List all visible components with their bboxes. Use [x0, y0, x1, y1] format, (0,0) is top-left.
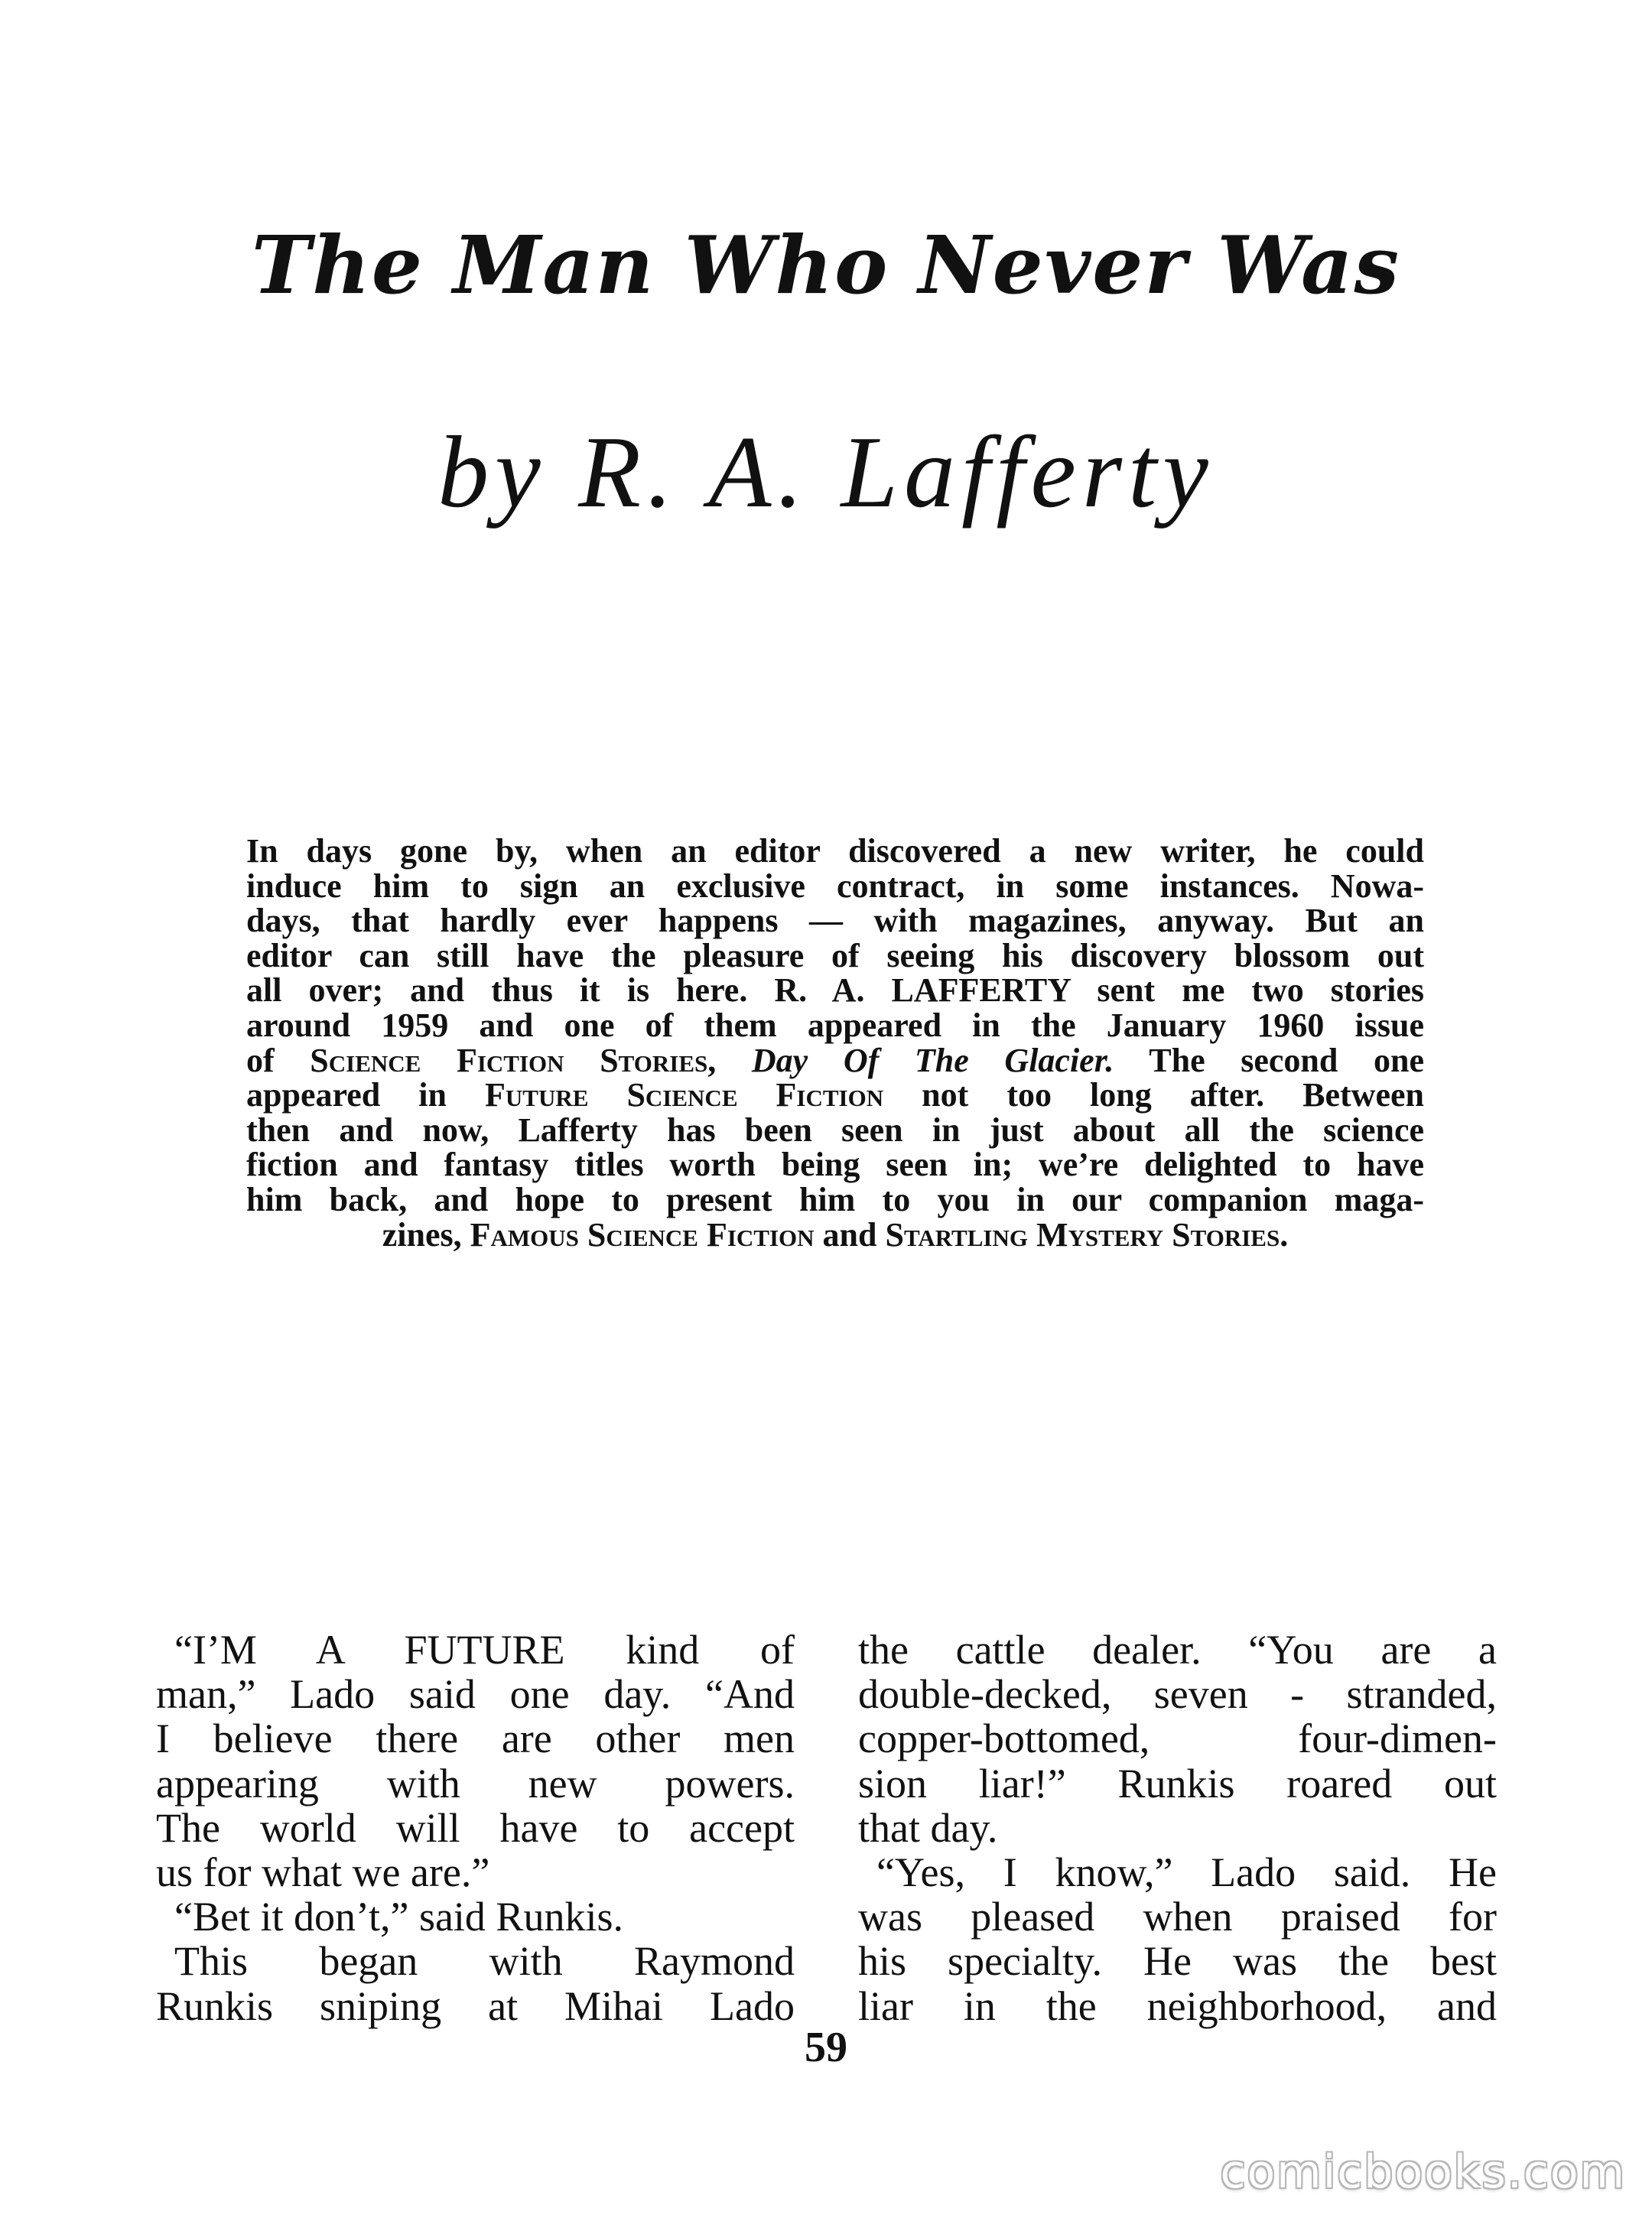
intro-line: of Science Fiction Stories, Day Of The Glacier. The second one: [246, 1041, 1425, 1079]
intro-line: fiction and fantasy titles worth being seen in; we’re delighted to have: [246, 1146, 1424, 1184]
magazine-title: Famous Science Fiction: [470, 1215, 815, 1254]
text-line: Runkis sniping at Mihai Lado: [156, 1982, 795, 2029]
text-line: his specialty. He was the best: [858, 1938, 1497, 1985]
text-line: man,” Lado said one day. “And: [156, 1671, 795, 1718]
text-line: us for what we are.”: [156, 1849, 490, 1895]
intro-line: all over; and thus it is here. R. A. LAFFERTY sent me two stories: [246, 971, 1424, 1010]
text-line: was pleased when praised for: [858, 1894, 1497, 1940]
intro-line: around 1959 and one of them appeared in the January 1960 issue: [246, 1006, 1424, 1044]
text-line: copper-bottomed, four-dimen-: [858, 1716, 1497, 1762]
text-line: “Bet it don’t,” said Runkis.: [174, 1894, 623, 1940]
intro-line: editor can still have the pleasure of seeing his discovery blossom out: [246, 936, 1424, 974]
story-column-right: [858, 1628, 1497, 2028]
magazine-title: Future Science Fiction: [485, 1076, 884, 1114]
text-line: sion liar!” Runkis roared out: [858, 1760, 1497, 1807]
text-line: The world will have to accept: [156, 1804, 795, 1851]
text-line: This began with Raymond: [174, 1938, 795, 1985]
story-reference: Day Of The Glacier.: [751, 1041, 1114, 1079]
intro-line: zines, Famous Science Fiction and Startling Mystery Stories.: [382, 1215, 1289, 1254]
story-title: The Man Who Never Was: [251, 218, 1401, 312]
intro-line: days, that hardly ever happens — with magazines, anyway. But an: [246, 902, 1424, 940]
text-line: “I’M A FUTURE kind of: [174, 1627, 795, 1673]
editor-introduction: [246, 834, 1424, 1252]
text-line: liar in the neighborhood, and: [858, 1982, 1497, 2029]
magazine-title: Science Fiction Stories: [310, 1041, 708, 1079]
text-line: that day.: [858, 1804, 998, 1851]
intro-line: him back, and hope to present him to you in our companion maga-: [246, 1180, 1424, 1218]
magazine-title: Startling Mystery Stories: [885, 1215, 1280, 1254]
page-number: 59: [805, 2024, 847, 2071]
site-watermark: comicbooks.com: [1220, 2145, 1626, 2199]
author-byline: by R. A. Lafferty: [437, 415, 1215, 528]
intro-line: appeared in Future Science Fiction not too long after. Between: [246, 1076, 1424, 1114]
text-line: I believe there are other men: [156, 1716, 795, 1762]
story-column-left: [156, 1628, 795, 2028]
text-line: appearing with new powers.: [156, 1760, 795, 1807]
intro-line: induce him to sign an exclusive contract, in some instances. Nowa-: [246, 867, 1424, 905]
text-line: “Yes, I know,” Lado said. He: [876, 1849, 1497, 1895]
text-line: the cattle dealer. “You are a: [858, 1627, 1497, 1673]
intro-line: then and now, Lafferty has been seen in just about all the science: [246, 1111, 1424, 1149]
text-line: double-decked, seven - stranded,: [858, 1671, 1497, 1718]
intro-line: In days gone by, when an editor discovered a new writer, he could: [246, 832, 1424, 870]
